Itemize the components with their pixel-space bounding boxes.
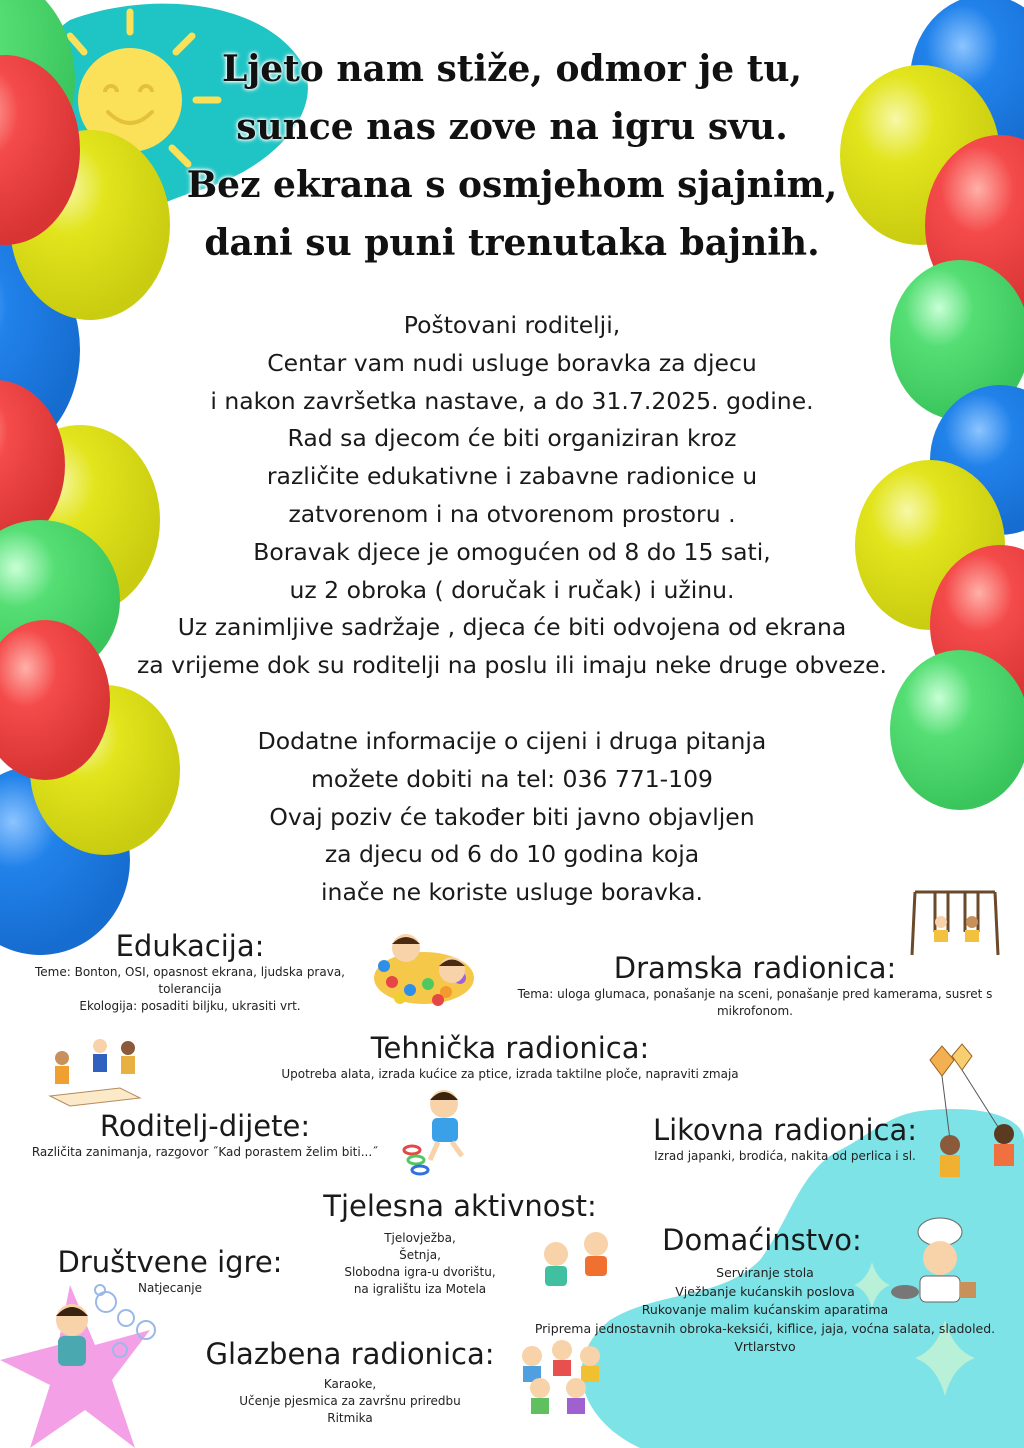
contact-line: možete dobiti na tel: 036 771-109: [310, 764, 714, 793]
activity-description: [500, 986, 1010, 1020]
activity-title: Dramska radionica:: [613, 951, 897, 985]
body-line: različite edukativne i zabavne radionice u: [266, 462, 758, 491]
activity-title: Tehnička radionica:: [370, 1031, 650, 1065]
activity-line: tolerancija: [158, 982, 222, 996]
activity-description: [620, 1148, 950, 1165]
boy-ring-toss-illustration: [404, 1090, 462, 1174]
activity-line: Tema: uloga glumaca, ponašanje na sceni, ponašanje pred kamerama, susret s: [517, 987, 993, 1001]
activity-description: [30, 1280, 310, 1297]
activity-description: [20, 1144, 390, 1161]
contact-line: Ovaj poziv će također biti javno objavljen: [269, 802, 755, 831]
activity-description: [180, 1376, 520, 1427]
activity-line: Šetnja,: [399, 1248, 441, 1262]
activity-drustvene: [30, 1244, 310, 1297]
announcement-body: [80, 307, 944, 685]
activity-title: Edukacija:: [115, 929, 265, 963]
activity-line: Ekologija: posaditi biljku, ukrasiti vrt.: [79, 999, 301, 1013]
activity-title: Roditelj-dijete:: [99, 1109, 311, 1143]
activity-line: Natjecanje: [137, 1281, 203, 1295]
body-line: i nakon završetka nastave, a do 31.7.2025. godine.: [210, 386, 814, 415]
poem: [150, 40, 874, 272]
activity-tehnicka: [220, 1030, 800, 1083]
activity-line: na igralištu iza Motela: [353, 1282, 487, 1296]
poem-line: sunce nas zove na igru svu.: [236, 106, 788, 148]
body-line: Poštovani roditelji,: [403, 311, 621, 339]
activity-title: Tjelesna aktivnost:: [323, 1189, 597, 1223]
activity-line: Serviranje stola: [716, 1265, 814, 1280]
activity-line: Teme: Bonton, OSI, opasnost ekrana, ljudska prava,: [34, 965, 345, 979]
activity-line: Tjelovježba,: [384, 1231, 456, 1245]
body-line: za vrijeme dok su roditelji na poslu ili imaju neke druge obveze.: [136, 651, 888, 680]
activity-title: Glazbena radionica:: [205, 1337, 495, 1371]
body-line: Centar vam nudi usluge boravka za djecu: [267, 348, 757, 377]
activity-line: Učenje pjesmica za završnu priredbu: [239, 1394, 461, 1408]
activity-line: mikrofonom.: [716, 1004, 793, 1018]
activity-domacinstvo: [530, 1222, 1000, 1357]
contact-info: [80, 723, 944, 912]
body-line: uz 2 obroka ( doručak i ručak) i užinu.: [289, 575, 735, 604]
activity-line: Slobodna igra-u dvorištu,: [344, 1265, 496, 1279]
activity-line: Rukovanje malim kućanskim aparatima: [641, 1302, 889, 1317]
activity-description: [530, 1264, 1000, 1357]
activity-line: Karaoke,: [323, 1377, 377, 1391]
hopscotch-kids-illustration: [50, 1039, 140, 1106]
body-line: Uz zanimljive sadržaje , djeca će biti odvojena od ekrana: [177, 613, 847, 642]
body-line: Rad sa djecom će biti organiziran kroz: [287, 424, 737, 453]
activity-line: Vrtlarstvo: [734, 1339, 796, 1354]
contact-line: inače ne koriste usluge boravka.: [321, 878, 703, 907]
activity-line: Ritmika: [327, 1411, 373, 1425]
activity-title: Domaćinstvo:: [662, 1223, 862, 1257]
contact-line: Dodatne informacije o cijeni i druga pitanja: [257, 727, 767, 755]
activity-edukacija: [20, 928, 360, 1015]
activity-glazbena: [180, 1336, 520, 1427]
activity-line: Različita zanimanja, razgovor ˝Kad porastem želim biti...˝: [31, 1145, 379, 1159]
poem-line: Ljeto nam stiže, odmor je tu,: [221, 48, 803, 90]
body-line: zatvorenom i na otvorenom prostoru .: [288, 499, 736, 528]
activity-line: Upotreba alata, izrada kućice za ptice, izrada taktilne ploče, napraviti zmaja: [281, 1067, 739, 1081]
activity-line: Izrad japanki, brodića, nakita od perlica i sl.: [654, 1149, 916, 1163]
contact-line: za djecu od 6 do 10 godina koja: [324, 840, 700, 869]
activity-description: [220, 1066, 800, 1083]
activity-line: Priprema jednostavnih obroka-keksići, kiflice, jaja, voćna salata, sladoled.: [534, 1320, 996, 1336]
ball-pit-kids-illustration: [374, 934, 474, 1006]
activity-roditelj-dijete: [20, 1108, 390, 1161]
body-line: Boravak djece je omogućen od 8 do 15 sati,: [253, 537, 771, 566]
activity-title: Likovna radionica:: [652, 1113, 918, 1147]
poem-line: Bez ekrana s osmjehom sjajnim,: [186, 164, 838, 206]
activity-description: [20, 964, 360, 1015]
activity-title: Društvene igre:: [57, 1245, 283, 1279]
activity-likovna: [620, 1112, 950, 1165]
activity-dramska: [500, 950, 1010, 1020]
activity-line: Vježbanje kućanskih poslova: [675, 1283, 855, 1299]
poem-line: dani su puni trenutaka bajnih.: [204, 222, 820, 264]
